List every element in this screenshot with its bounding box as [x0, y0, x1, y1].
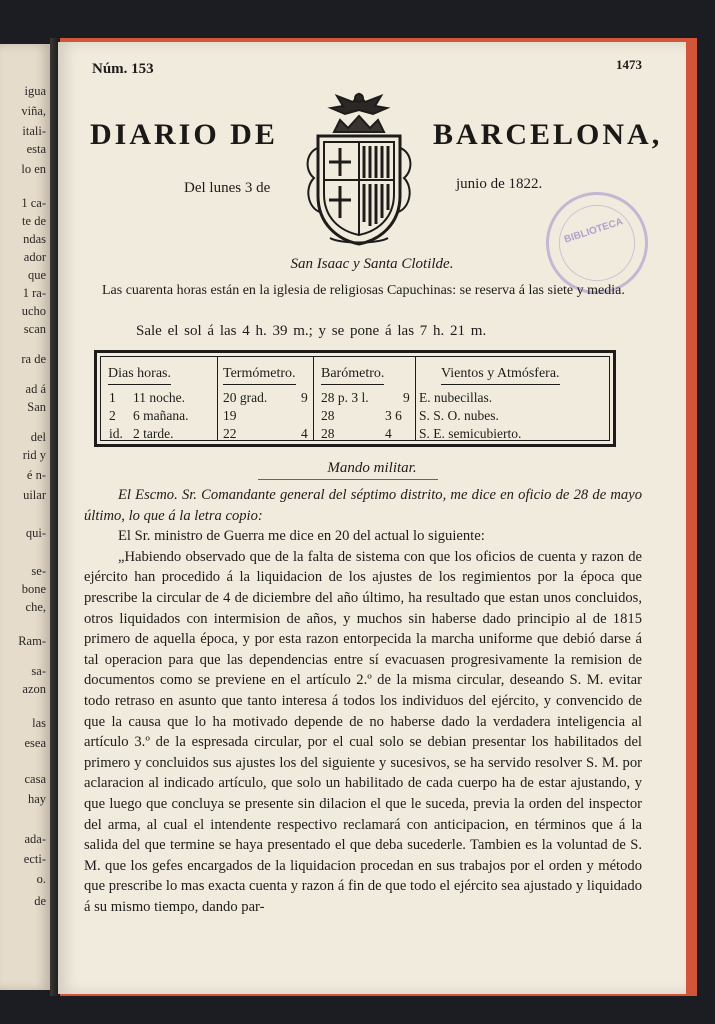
cell-day: id.	[109, 426, 123, 441]
article-paragraph: „Habiendo observado que de la falta de sistema con que los oficios de cuenta y razon de ejército han procedido á la liquidacion de los ajustes de los regimientos por la época que prescribe la circular de 4 de diciembre del año último, ha resultado que estan unos concluidos, otros liquidados con intermision de años, y muchos sin haberse dado principio al de 1815 primero de aquella época, y por esta razon entorpecida la marcha uniforme que debió darse á tal operacion para que las dependencias entre sí evacuasen progresivamente la remision de documentos como se previene en el artículo 2.º de la misma circular, deseando S. M. evitar todo retraso en asunto que tanto interesa á todos los individuos del ejército, y convencido de que la causa que lo ha motivado depende de no haberse dado la verdadera inteligencia al artículo 3.º de la espresada circular, por el cual solo se debian presentar los habilitados del primero y concluidos sus ajustes los del siguiente y sucesivos, se ha servido resolver S. M. por aclaracion al indicado artículo, que solo un habilitado de cada cuerpo ha de estar ajustando, y que luego que concluya se presente sin dilacion el que le suceda, previa la orden del inspector del arma, al cual el intendente respectivo reclamará con anticipacion, en términos que á la salida del que termine se haya presentado el que deba sucederle. Tambien es la voluntad de S. M. que los gefes encargados de la liquidacion procedan en sus trabajos por el orden y método que prescribe lo mas exacta cuenta y razon á fin de que todo el ejército sea ajustado y liquidado á su mismo tiempo, dando par-	[84, 548, 642, 915]
cell-baro: 28	[321, 408, 335, 423]
issue-number: Núm. 153	[92, 61, 154, 77]
forty-hours-notice: Las cuarenta horas están en la iglesia de religiosas Capuchinas: se reserva á las siete y media.	[102, 283, 625, 298]
cell-baro: 28	[321, 426, 335, 441]
left-page-text-fragment: igua	[24, 84, 46, 98]
col-header-thermometer: Termómetro.	[223, 366, 296, 385]
left-page-text-fragment: ad á	[25, 382, 46, 396]
left-page-text-fragment: rid y	[22, 448, 46, 462]
left-page-text-fragment: che,	[25, 600, 46, 614]
cell-hour: 11 noche.	[133, 390, 185, 405]
article-first-line: El Sr. ministro de Guerra me dice en 20 del actual lo siguiente:	[118, 528, 485, 545]
left-page-text-fragment: del	[30, 430, 46, 444]
left-page-text-fragment: azon	[22, 682, 46, 696]
left-page-text-fragment: itali-	[22, 124, 46, 138]
left-page-text-fragment: de	[34, 894, 46, 908]
left-page-text-fragment: ucho	[21, 304, 46, 318]
left-page-text-fragment: qui-	[25, 526, 46, 540]
weather-table	[94, 350, 616, 447]
date-right: junio de 1822.	[456, 176, 543, 192]
col-header-winds: Vientos y Atmósfera.	[441, 366, 560, 385]
cell-hour: 6 mañana.	[133, 408, 189, 423]
left-page-text-fragment: ndas	[23, 232, 46, 246]
cell-thermo: 19	[223, 408, 237, 423]
cell-baro-frac: 9	[403, 390, 410, 405]
col-header-days: Dias horas.	[108, 366, 171, 385]
left-page-text-fragment: 1 ca-	[21, 196, 46, 210]
left-page-text-fragment: hay	[27, 792, 46, 806]
article-intro: El Escmo. Sr. Comandante general del séptimo distrito, me dice en oficio de 28 de mayo último, lo que á la letra copio:	[84, 487, 642, 524]
left-page-text-fragment: ador	[23, 250, 46, 264]
library-stamp: BIBLIOTECA	[533, 179, 662, 308]
cell-thermo-frac: 4	[301, 426, 308, 441]
sunrise-sunset: Sale el sol á las 4 h. 39 m.; y se pone á las 7 h. 21 m.	[136, 323, 487, 339]
masthead-title-right: BARCELONA,	[433, 118, 663, 151]
left-page-text-fragment: sa-	[31, 664, 46, 678]
cell-hour: 2 tarde.	[133, 426, 174, 441]
left-page-text-fragment: uilar	[23, 488, 46, 502]
cell-baro: 28 p. 3 l.	[321, 390, 369, 405]
left-page-text-fragment: scan	[23, 322, 46, 336]
cell-day: 1	[109, 390, 116, 405]
left-page-text-fragment: esea	[24, 736, 46, 750]
left-page-text-fragment: esta	[26, 142, 46, 156]
cell-wind: E. nubecillas.	[419, 390, 493, 405]
col-header-barometer: Barómetro.	[321, 366, 384, 385]
left-page-text-fragment: te de	[22, 214, 46, 228]
left-page-text-fragment: lo en	[21, 162, 46, 176]
section-heading: Mando militar.	[327, 460, 417, 476]
left-page-text-fragment: casa	[24, 772, 46, 786]
cell-baro-frac: 4	[385, 426, 392, 441]
page-number: 1473	[616, 57, 642, 72]
left-page-text-fragment: 1 ra-	[22, 286, 46, 300]
date-left: Del lunes 3 de	[184, 180, 271, 196]
left-page-text-fragment: é n-	[26, 468, 46, 482]
cell-thermo: 20 grad.	[223, 390, 268, 405]
left-facing-page	[0, 44, 52, 990]
saints-of-day: San Isaac y Santa Clotilde.	[290, 256, 454, 272]
cell-baro-frac: 3 6	[385, 408, 402, 423]
masthead-title-left: DIARIO DE	[90, 118, 278, 151]
left-page-text-fragment: bone	[21, 582, 46, 596]
left-page-text-fragment: Ram-	[18, 634, 46, 648]
left-page-text-fragment: las	[32, 716, 46, 730]
cell-day: 2	[109, 408, 116, 423]
left-page-text-fragment: ra de	[21, 352, 46, 366]
cell-wind: S. E. semicubierto.	[419, 426, 522, 441]
cell-thermo: 22	[223, 426, 237, 441]
cell-wind: S. S. O. nubes.	[419, 408, 499, 423]
crest-icon	[300, 88, 418, 248]
newspaper-page	[58, 42, 686, 994]
left-page-text-fragment: que	[27, 268, 46, 282]
left-page-text-fragment: ada-	[24, 832, 46, 846]
left-page-text-fragment: ecti-	[23, 852, 46, 866]
left-page-text-fragment: viña,	[21, 104, 46, 118]
left-page-text-fragment: San	[27, 400, 46, 414]
article-body	[84, 485, 642, 917]
cell-thermo-frac: 9	[301, 390, 308, 405]
left-page-text-fragment: se-	[31, 564, 46, 578]
left-page-text-fragment: o.	[36, 872, 46, 886]
section-divider	[258, 479, 438, 480]
